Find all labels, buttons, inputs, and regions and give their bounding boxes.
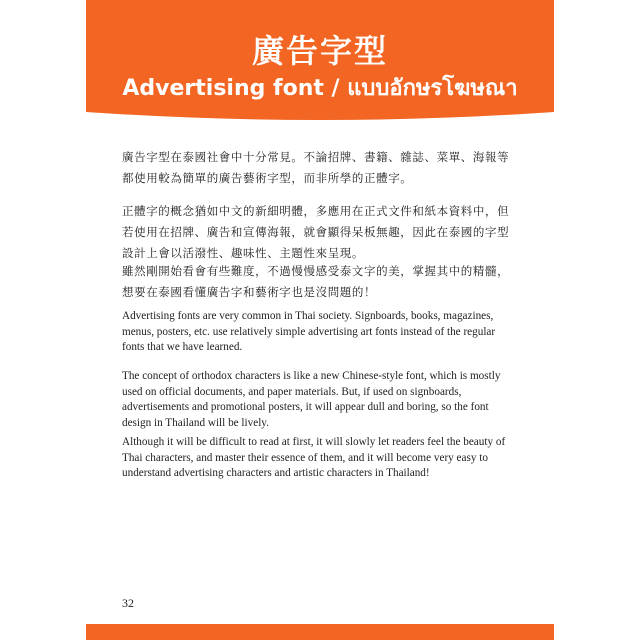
english-paragraph-3: Although it will be difficult to read at first, it will slowly let readers feel the beauty of Thai characters, and master their essence of them, and it will become very easy to understand advertising characters and artistic characters in Thailand! bbox=[122, 436, 506, 479]
english-paragraph-2: The concept of orthodox characters is like a new Chinese-style font, which is mostly used on official documents, and paper materials. But, if used on signboards, advertisements and promotional posters, it will appear dull and boring, so the font design in Thailand will be lively. bbox=[122, 370, 501, 429]
page-number: 32 bbox=[122, 596, 134, 610]
bottom-color-strip bbox=[86, 624, 554, 640]
page-title-english-thai: Advertising font / แบบอักษรโฆษณา bbox=[122, 76, 518, 101]
title-banner bbox=[86, 0, 554, 125]
chinese-paragraph-2: 正體字的概念猶如中文的新細明體，多應用在正式文件和紙本資料中，但若使用在招牌、廣告和宣傳海報，就會顯得呆板無趣，因此在泰國的字型設計上會以活潑性、趣味性、主題性來呈現。 bbox=[122, 204, 510, 260]
chinese-paragraph-1: 廣告字型在泰國社會中十分常見。不論招牌、書籍、雜誌、菜單、海報等都使用較為簡單的廣告藝術字型，而非所學的正體字。 bbox=[122, 150, 510, 185]
english-paragraph-1: Advertising fonts are very common in Thai society. Signboards, books, magazines, menus, posters, etc. use relatively simple advertising art fonts instead of the regular fonts that we have learned. bbox=[122, 310, 496, 353]
page-title-chinese: 廣告字型 bbox=[251, 32, 388, 70]
chinese-paragraph-3: 雖然剛開始看會有些難度，不過慢慢感受泰文字的美，掌握其中的精髓，想要在泰國看懂廣告字和藝術字也是沒問題的！ bbox=[122, 264, 510, 299]
book-page bbox=[86, 0, 554, 640]
